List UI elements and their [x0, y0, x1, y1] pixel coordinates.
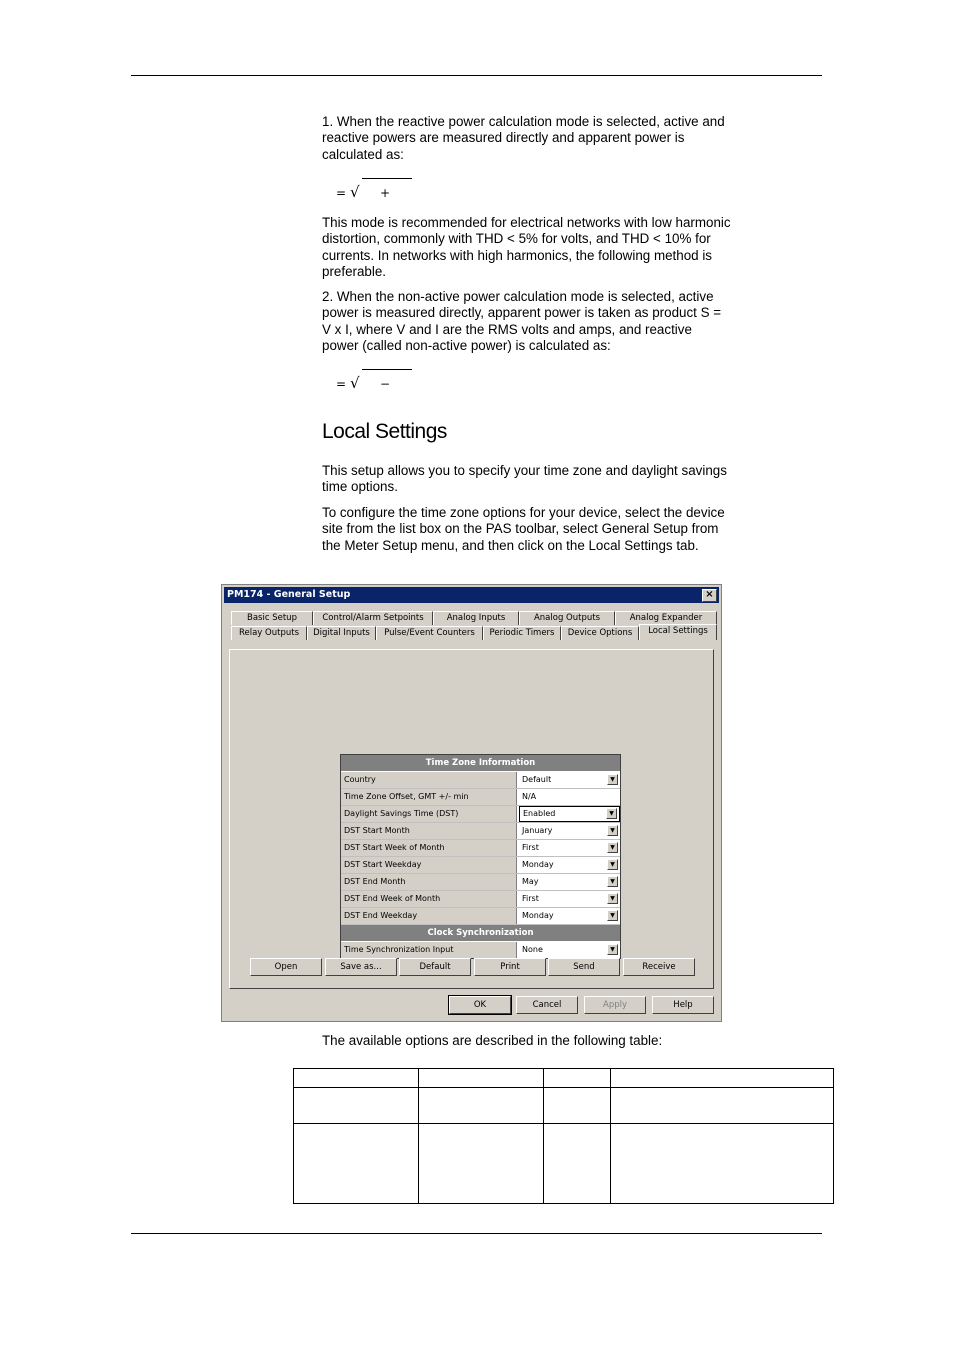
tab-relay-outputs[interactable]: Relay Outputs — [231, 626, 307, 640]
apply-button[interactable]: Apply — [584, 996, 646, 1014]
row-dst-end-weekday[interactable] — [341, 908, 620, 925]
row-label: DST Start Month — [341, 823, 517, 839]
chevron-down-icon[interactable]: ▼ — [606, 808, 617, 819]
chevron-down-icon[interactable]: ▼ — [607, 825, 618, 836]
tab-panel — [229, 649, 714, 989]
table-header-row — [294, 1069, 834, 1088]
chevron-down-icon[interactable]: ▼ — [607, 910, 618, 921]
row-time-zone-offset[interactable] — [341, 789, 620, 806]
formula-equals: = — [336, 186, 347, 200]
chevron-down-icon[interactable]: ▼ — [607, 876, 618, 887]
row-dst-end-month[interactable] — [341, 874, 620, 891]
row-value: First — [522, 894, 539, 903]
table-cell — [611, 1088, 834, 1124]
paragraph-table-intro: The available options are described in the following table: — [322, 1033, 663, 1048]
row-label: Country — [341, 772, 517, 788]
row-dst-start-weekday[interactable] — [341, 857, 620, 874]
row-label: DST End Weekday — [341, 908, 517, 924]
row-value: Enabled — [523, 809, 556, 818]
dst-end-month-select[interactable] — [519, 874, 620, 890]
paragraph-low-harmonics: This mode is recommended for electrical networks with low harmonic distortion, commonly with THD < 5% for volts, and THD < 10% for currents. In networks with high harmonics, the following method is preferable. — [322, 215, 731, 280]
tab-analog-expander[interactable]: Analog Expander — [615, 611, 717, 625]
tab-basic-setup[interactable]: Basic Setup — [231, 611, 313, 625]
sqrt-symbol: √ — [350, 374, 360, 392]
sqrt-symbol: √ — [350, 183, 360, 201]
open-button[interactable]: Open — [250, 958, 322, 976]
row-dst-start-month[interactable] — [341, 823, 620, 840]
paragraph-setup-intro: This setup allows you to specify your time zone and daylight savings time options. — [322, 463, 727, 495]
row-value: None — [522, 945, 543, 954]
dst-select[interactable] — [519, 806, 620, 822]
ok-button[interactable]: OK — [449, 996, 511, 1014]
table-row — [294, 1124, 834, 1204]
row-value: Monday — [522, 911, 554, 920]
row-value: First — [522, 843, 539, 852]
row-value: May — [522, 877, 539, 886]
tab-pulse-event-counters[interactable]: Pulse/Event Counters — [376, 626, 483, 640]
row-label: Daylight Savings Time (DST) — [341, 806, 517, 822]
chevron-down-icon[interactable]: ▼ — [607, 842, 618, 853]
formula-operator: + — [380, 186, 391, 200]
section-heading-local-settings: Local Settings — [322, 420, 447, 443]
row-dst[interactable] — [341, 806, 620, 823]
print-button[interactable]: Print — [474, 958, 546, 976]
tab-periodic-timers[interactable]: Periodic Timers — [483, 626, 561, 640]
row-label: DST Start Weekday — [341, 857, 517, 873]
save-as-button[interactable]: Save as... — [325, 958, 397, 976]
row-label: DST End Week of Month — [341, 891, 517, 907]
tab-device-options[interactable]: Device Options — [561, 626, 639, 640]
table-cell — [419, 1088, 544, 1124]
row-time-sync-input[interactable] — [341, 942, 620, 958]
tab-digital-inputs[interactable]: Digital Inputs — [307, 626, 376, 640]
cancel-button[interactable]: Cancel — [516, 996, 578, 1014]
section-clock-synchronization: Clock Synchronization — [341, 925, 620, 942]
default-button[interactable]: Default — [399, 958, 471, 976]
row-label: DST Start Week of Month — [341, 840, 517, 856]
row-value: N/A — [522, 792, 537, 801]
table-cell — [294, 1088, 419, 1124]
tab-analog-inputs[interactable]: Analog Inputs — [433, 611, 519, 625]
table-row — [294, 1088, 834, 1124]
tab-control-alarm-setpoints[interactable]: Control/Alarm Setpoints — [313, 611, 433, 625]
row-label: DST End Month — [341, 874, 517, 890]
table-cell — [611, 1069, 834, 1088]
options-table — [293, 1068, 834, 1204]
row-label: Time Zone Offset, GMT +/- min — [341, 789, 517, 805]
table-cell — [294, 1069, 419, 1088]
row-country[interactable] — [341, 772, 620, 789]
dst-end-weekday-select[interactable] — [519, 908, 620, 924]
table-cell — [419, 1124, 544, 1204]
footer-rule — [131, 1233, 822, 1234]
table-cell — [544, 1088, 611, 1124]
chevron-down-icon[interactable]: ▼ — [607, 859, 618, 870]
formula-equals: = — [336, 377, 347, 391]
help-button[interactable]: Help — [652, 996, 714, 1014]
dst-end-week-select[interactable] — [519, 891, 620, 907]
chevron-down-icon[interactable]: ▼ — [607, 944, 618, 955]
section-time-zone-information: Time Zone Information — [341, 755, 620, 772]
close-icon[interactable]: × — [702, 589, 717, 602]
sqrt-bar — [362, 178, 412, 179]
settings-grid — [340, 754, 621, 959]
dst-start-weekday-select[interactable] — [519, 857, 620, 873]
general-setup-dialog — [221, 584, 722, 1022]
row-dst-start-week[interactable] — [341, 840, 620, 857]
table-cell — [544, 1069, 611, 1088]
header-rule — [131, 75, 822, 76]
row-value: January — [522, 826, 553, 835]
sqrt-bar — [362, 369, 412, 370]
table-cell — [294, 1124, 419, 1204]
row-value: Monday — [522, 860, 554, 869]
tab-local-settings[interactable]: Local Settings — [639, 624, 717, 640]
time-sync-input-select[interactable] — [519, 942, 620, 958]
table-cell — [544, 1124, 611, 1204]
table-cell — [611, 1124, 834, 1204]
paragraph-nonactive-mode: 2. When the non-active power calculation mode is selected, active power is measured directly, apparent power is taken as product S = V x I, where V and I are the RMS volts and amps, and reactive power (called non-active power) is calculated as: — [322, 289, 722, 354]
dialog-title: PM174 - General Setup — [227, 589, 351, 600]
paragraph-reactive-mode: 1. When the reactive power calculation mode is selected, active and reactive powers are measured directly and apparent power is calculated as: — [322, 114, 725, 162]
chevron-down-icon[interactable]: ▼ — [607, 893, 618, 904]
dst-start-week-select[interactable] — [519, 840, 620, 856]
receive-button[interactable]: Receive — [623, 958, 695, 976]
send-button[interactable]: Send — [548, 958, 620, 976]
row-value: Default — [522, 775, 552, 784]
country-select[interactable] — [519, 772, 620, 788]
dialog-titlebar — [224, 587, 719, 603]
row-dst-end-week[interactable] — [341, 891, 620, 908]
paragraph-configure-steps: To configure the time zone options for your device, select the device site from the list box on the PAS toolbar, select General Setup from the Meter Setup menu, and then click on the Local Settings tab. — [322, 505, 725, 553]
tab-analog-outputs[interactable]: Analog Outputs — [519, 611, 615, 625]
formula-operator: − — [380, 377, 391, 391]
dst-start-month-select[interactable] — [519, 823, 620, 839]
time-zone-offset-field[interactable] — [519, 789, 620, 805]
chevron-down-icon[interactable]: ▼ — [607, 774, 618, 785]
row-label: Time Synchronization Input — [341, 942, 517, 958]
table-cell — [419, 1069, 544, 1088]
